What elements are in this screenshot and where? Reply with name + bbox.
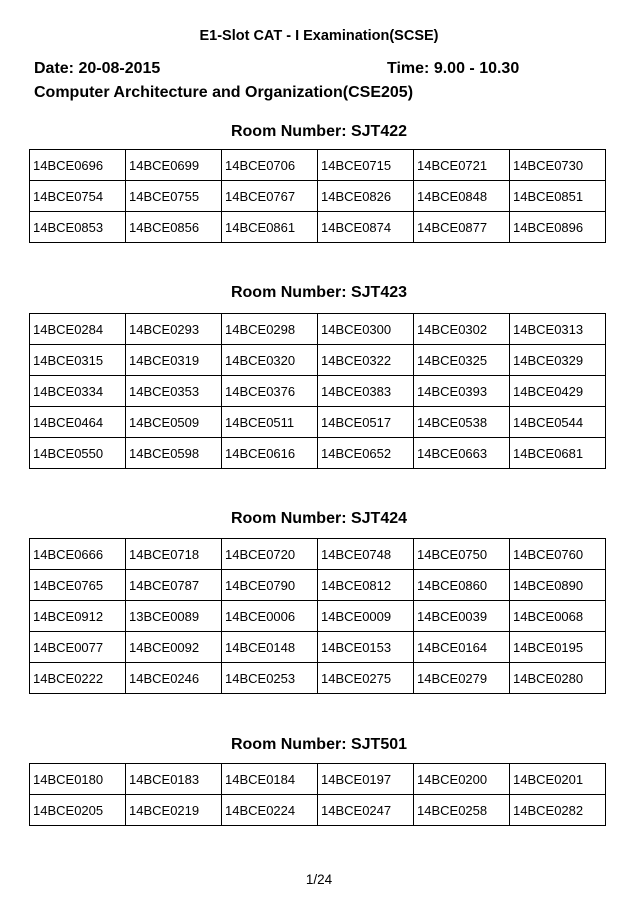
course-name: Computer Architecture and Organization(CSE205) — [34, 84, 414, 101]
reg-number-cell: 14BCE0754 — [30, 181, 126, 212]
reg-number-cell: 14BCE0681 — [510, 438, 606, 469]
reg-number-cell: 14BCE0538 — [414, 407, 510, 438]
reg-number-cell: 14BCE0812 — [318, 570, 414, 601]
reg-number-cell: 14BCE0429 — [510, 376, 606, 407]
reg-number-cell: 14BCE0325 — [414, 345, 510, 376]
reg-number-cell: 14BCE0313 — [510, 314, 606, 345]
reg-number-cell: 14BCE0148 — [222, 632, 318, 663]
table-row — [30, 212, 606, 243]
reg-number-cell: 14BCE0861 — [222, 212, 318, 243]
reg-number-cell: 14BCE0663 — [414, 438, 510, 469]
reg-number-cell: 14BCE0376 — [222, 376, 318, 407]
reg-number-cell: 14BCE0282 — [510, 795, 606, 826]
table-row — [30, 570, 606, 601]
table-row — [30, 601, 606, 632]
reg-number-cell: 14BCE0334 — [30, 376, 126, 407]
reg-number-cell: 14BCE0320 — [222, 345, 318, 376]
reg-number-cell: 14BCE0748 — [318, 539, 414, 570]
reg-number-cell: 14BCE0201 — [510, 764, 606, 795]
table-row — [30, 663, 606, 694]
reg-number-cell: 14BCE0696 — [30, 150, 126, 181]
room-heading-sjt423: Room Number: SJT423 — [230, 284, 408, 301]
reg-number-cell: 14BCE0767 — [222, 181, 318, 212]
table-row — [30, 181, 606, 212]
exam-date: Date: 20-08-2015 — [34, 60, 161, 77]
reg-number-cell: 14BCE0284 — [30, 314, 126, 345]
reg-number-cell: 14BCE0329 — [510, 345, 606, 376]
reg-number-cell: 14BCE0765 — [30, 570, 126, 601]
reg-number-cell: 14BCE0856 — [126, 212, 222, 243]
reg-number-cell: 14BCE0197 — [318, 764, 414, 795]
reg-number-cell: 14BCE0183 — [126, 764, 222, 795]
reg-number-cell: 14BCE0224 — [222, 795, 318, 826]
reg-number-cell: 14BCE0315 — [30, 345, 126, 376]
reg-number-cell: 14BCE0666 — [30, 539, 126, 570]
reg-number-cell: 14BCE0787 — [126, 570, 222, 601]
reg-number-cell: 14BCE0790 — [222, 570, 318, 601]
reg-number-cell: 14BCE0912 — [30, 601, 126, 632]
reg-number-cell: 14BCE0721 — [414, 150, 510, 181]
reg-number-cell: 14BCE0517 — [318, 407, 414, 438]
reg-number-cell: 14BCE0616 — [222, 438, 318, 469]
reg-number-cell: 14BCE0275 — [318, 663, 414, 694]
reg-number-cell: 14BCE0068 — [510, 601, 606, 632]
table-row — [30, 764, 606, 795]
reg-number-cell: 14BCE0258 — [414, 795, 510, 826]
room-table-sjt424 — [29, 538, 606, 694]
exam-title: E1-Slot CAT - I Examination(SCSE) — [199, 28, 439, 44]
reg-number-cell: 14BCE0302 — [414, 314, 510, 345]
table-row — [30, 345, 606, 376]
table-row — [30, 150, 606, 181]
reg-number-cell: 14BCE0393 — [414, 376, 510, 407]
reg-number-cell: 14BCE0383 — [318, 376, 414, 407]
reg-number-cell: 14BCE0550 — [30, 438, 126, 469]
table-row — [30, 632, 606, 663]
reg-number-cell: 14BCE0205 — [30, 795, 126, 826]
reg-number-cell: 14BCE0853 — [30, 212, 126, 243]
reg-number-cell: 13BCE0089 — [126, 601, 222, 632]
reg-number-cell: 14BCE0874 — [318, 212, 414, 243]
reg-number-cell: 14BCE0319 — [126, 345, 222, 376]
reg-number-cell: 14BCE0860 — [414, 570, 510, 601]
reg-number-cell: 14BCE0511 — [222, 407, 318, 438]
room-heading-sjt422: Room Number: SJT422 — [230, 123, 408, 140]
room-table-sjt422 — [29, 149, 606, 243]
reg-number-cell: 14BCE0247 — [318, 795, 414, 826]
reg-number-cell: 14BCE0755 — [126, 181, 222, 212]
table-row — [30, 407, 606, 438]
reg-number-cell: 14BCE0877 — [414, 212, 510, 243]
reg-number-cell: 14BCE0699 — [126, 150, 222, 181]
reg-number-cell: 14BCE0322 — [318, 345, 414, 376]
reg-number-cell: 14BCE0464 — [30, 407, 126, 438]
room-table-sjt501 — [29, 763, 606, 826]
reg-number-cell: 14BCE0092 — [126, 632, 222, 663]
reg-number-cell: 14BCE0848 — [414, 181, 510, 212]
reg-number-cell: 14BCE0544 — [510, 407, 606, 438]
reg-number-cell: 14BCE0246 — [126, 663, 222, 694]
reg-number-cell: 14BCE0219 — [126, 795, 222, 826]
reg-number-cell: 14BCE0890 — [510, 570, 606, 601]
reg-number-cell: 14BCE0750 — [414, 539, 510, 570]
room-table-sjt423 — [29, 313, 606, 469]
reg-number-cell: 14BCE0180 — [30, 764, 126, 795]
table-row — [30, 376, 606, 407]
reg-number-cell: 14BCE0718 — [126, 539, 222, 570]
reg-number-cell: 14BCE0826 — [318, 181, 414, 212]
exam-time: Time: 9.00 - 10.30 — [387, 60, 520, 77]
reg-number-cell: 14BCE0077 — [30, 632, 126, 663]
reg-number-cell: 14BCE0652 — [318, 438, 414, 469]
reg-number-cell: 14BCE0039 — [414, 601, 510, 632]
reg-number-cell: 14BCE0896 — [510, 212, 606, 243]
reg-number-cell: 14BCE0195 — [510, 632, 606, 663]
table-row — [30, 314, 606, 345]
reg-number-cell: 14BCE0298 — [222, 314, 318, 345]
reg-number-cell: 14BCE0300 — [318, 314, 414, 345]
reg-number-cell: 14BCE0279 — [414, 663, 510, 694]
reg-number-cell: 14BCE0009 — [318, 601, 414, 632]
reg-number-cell: 14BCE0164 — [414, 632, 510, 663]
reg-number-cell: 14BCE0730 — [510, 150, 606, 181]
reg-number-cell: 14BCE0353 — [126, 376, 222, 407]
reg-number-cell: 14BCE0720 — [222, 539, 318, 570]
room-heading-sjt424: Room Number: SJT424 — [230, 510, 408, 527]
reg-number-cell: 14BCE0760 — [510, 539, 606, 570]
room-heading-sjt501: Room Number: SJT501 — [230, 736, 408, 753]
table-row — [30, 539, 606, 570]
reg-number-cell: 14BCE0706 — [222, 150, 318, 181]
reg-number-cell: 14BCE0184 — [222, 764, 318, 795]
reg-number-cell: 14BCE0200 — [414, 764, 510, 795]
reg-number-cell: 14BCE0006 — [222, 601, 318, 632]
table-row — [30, 795, 606, 826]
page-number: 1/24 — [305, 872, 333, 887]
reg-number-cell: 14BCE0509 — [126, 407, 222, 438]
reg-number-cell: 14BCE0715 — [318, 150, 414, 181]
reg-number-cell: 14BCE0280 — [510, 663, 606, 694]
reg-number-cell: 14BCE0253 — [222, 663, 318, 694]
reg-number-cell: 14BCE0153 — [318, 632, 414, 663]
reg-number-cell: 14BCE0851 — [510, 181, 606, 212]
reg-number-cell: 14BCE0222 — [30, 663, 126, 694]
table-row — [30, 438, 606, 469]
reg-number-cell: 14BCE0598 — [126, 438, 222, 469]
reg-number-cell: 14BCE0293 — [126, 314, 222, 345]
